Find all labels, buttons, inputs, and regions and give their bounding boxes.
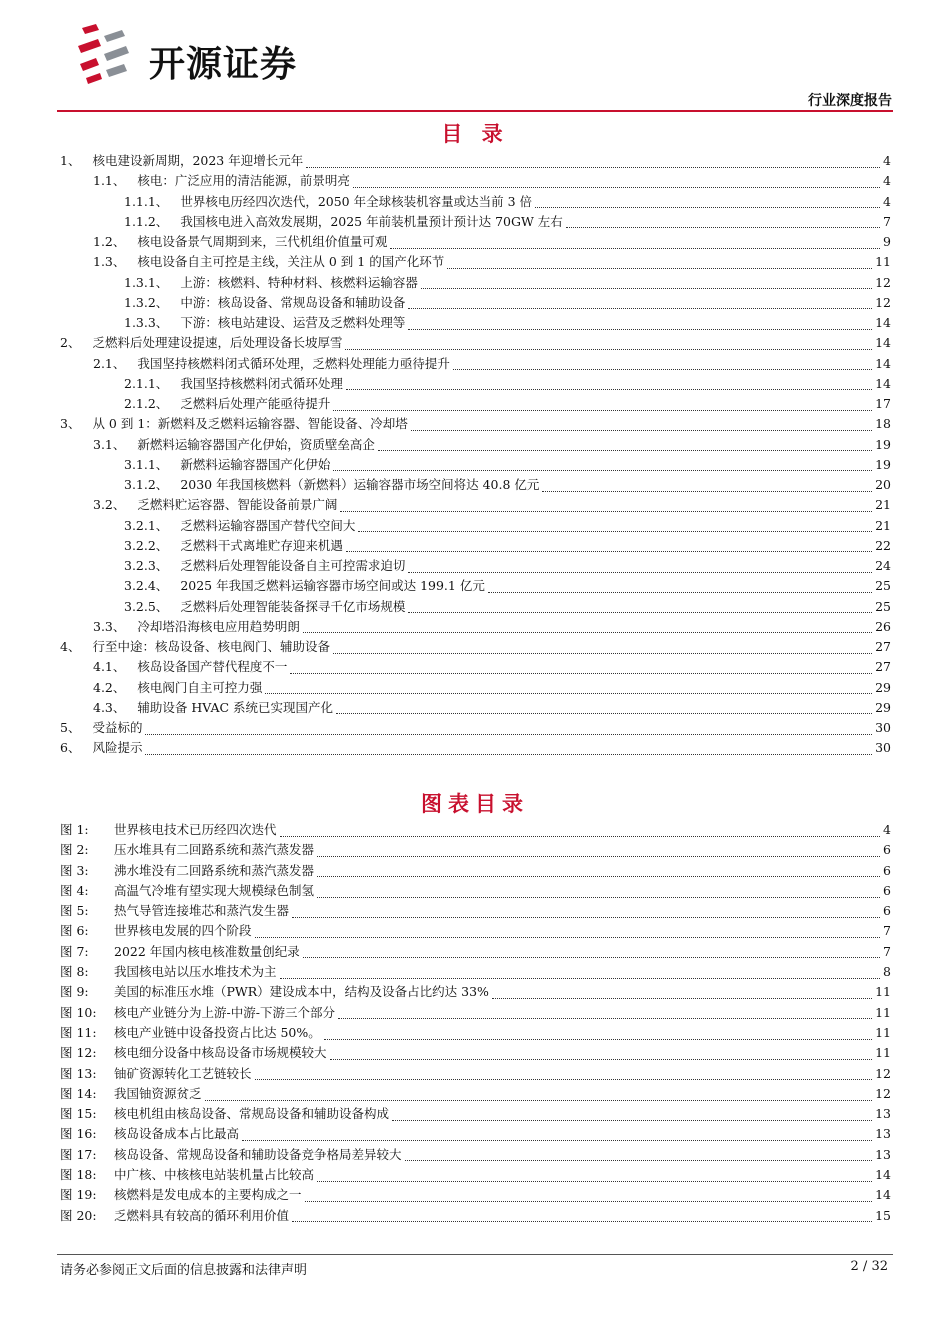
figure-entry[interactable] (60, 1043, 891, 1063)
toc-entry-number: 2、 (60, 335, 81, 351)
toc-entry-number: 6、 (60, 740, 81, 756)
dot-leader (317, 885, 880, 898)
toc-entry[interactable] (60, 394, 891, 414)
dot-leader (408, 600, 872, 613)
toc-entry[interactable] (60, 232, 891, 252)
dot-leader (333, 458, 872, 471)
figure-entry-page: 13 (875, 1106, 891, 1122)
toc-entry-page: 7 (883, 213, 891, 229)
brand-logo (76, 24, 376, 86)
toc-entry-number: 3.1.2、 (124, 477, 169, 492)
toc-entry-title: 核岛设备国产替代程度不一 (137, 659, 288, 675)
toc-entry-page: 14 (875, 335, 891, 351)
toc-entry-title: 从 0 到 1：新燃料及乏燃料运输容器、智能设备、冷却塔 (92, 416, 408, 432)
toc-entry-title: 我国核电进入高效发展期，2025 年前装机量预计预计达 70GW 左右 (180, 213, 563, 229)
dot-leader (255, 925, 881, 938)
figure-entry-title: 核电细分设备中核岛设备市场规模较大 (114, 1045, 327, 1061)
toc-entry-page: 24 (875, 558, 891, 573)
dot-leader (408, 317, 872, 330)
figure-entry-page: 7 (883, 943, 891, 959)
report-type-label: 行业深度报告 (808, 93, 892, 109)
toc-entry[interactable] (60, 637, 891, 657)
figure-entry-number: 图 8: (60, 964, 89, 980)
toc-entry-title: 风险提示 (92, 740, 143, 756)
figure-entry-title: 乏燃料具有较高的循环利用价值 (114, 1207, 290, 1223)
toc-entry[interactable] (60, 657, 891, 677)
figure-entry-number: 图 11: (60, 1024, 97, 1040)
toc-entry-number: 2.1.1、 (124, 375, 169, 391)
dot-leader (292, 1209, 872, 1222)
toc-entry[interactable] (60, 556, 891, 576)
toc-entry-page: 30 (875, 740, 891, 756)
toc-entry-page: 30 (875, 720, 891, 735)
figure-entry-title: 核电产业链中设备投资占比达 50%。 (114, 1024, 321, 1040)
dot-leader (145, 742, 872, 755)
dot-leader (392, 1108, 872, 1121)
brand-name: 开源证券 (149, 44, 298, 85)
figure-entry-title: 沸水堆没有二回路系统和蒸汽蒸发器 (114, 862, 315, 878)
toc-entry[interactable] (60, 252, 891, 272)
figure-entry-page: 4 (883, 822, 891, 837)
toc-entry[interactable] (60, 536, 891, 556)
toc-entry-number: 1.1、 (93, 173, 126, 189)
toc-entry-title: 核电：广泛应用的清洁能源，前景明亮 (137, 173, 350, 189)
figure-entry-number: 图 19: (60, 1187, 97, 1203)
dot-leader (346, 539, 872, 552)
toc-entry-title: 乏燃料后处理建设提速，后处理设备长坡厚雪 (92, 335, 343, 351)
toc-entry-page: 9 (883, 234, 891, 249)
toc-entry-number: 4.1、 (93, 659, 126, 675)
toc-entry-number: 1、 (60, 153, 81, 168)
toc-entry-title: 世界核电历经四次迭代，2050 年全球核装机容量或达当前 3 倍 (180, 193, 532, 209)
toc-entry[interactable] (60, 273, 891, 293)
toc-entry-page: 25 (875, 578, 891, 594)
dot-leader (338, 1006, 872, 1019)
figure-entry[interactable] (60, 1185, 891, 1205)
toc-entry-page: 19 (875, 456, 891, 472)
toc-entry-page: 26 (875, 618, 891, 634)
figure-entry-title: 热气导管连接堆芯和蒸汽发生器 (114, 903, 290, 919)
figure-entry-page: 6 (883, 842, 891, 858)
figure-entry-page: 11 (875, 984, 891, 1000)
dot-leader (317, 1169, 872, 1182)
toc-entry[interactable] (60, 455, 891, 475)
figure-entry[interactable] (60, 840, 891, 860)
toc-entry-number: 5、 (60, 720, 81, 735)
figure-entry-title: 核电机组由核岛设备、常规岛设备和辅助设备构成 (114, 1106, 390, 1122)
dot-leader (333, 398, 872, 411)
figure-entry-page: 12 (875, 1085, 891, 1101)
dot-leader (346, 377, 872, 390)
dot-leader (340, 499, 872, 512)
toc-entry-title: 辅助设备 HVAC 系统已实现国产化 (137, 699, 334, 715)
figure-entry-number: 图 3: (60, 862, 89, 878)
figure-entry-page: 6 (883, 882, 891, 898)
figure-entry-title: 压水堆具有二回路系统和蒸汽蒸发器 (114, 842, 315, 858)
page-indicator: 2 / 32 (850, 1259, 888, 1274)
dot-leader (280, 824, 881, 837)
figure-entry[interactable] (60, 942, 891, 962)
dot-leader (488, 580, 872, 593)
toc-entry[interactable] (60, 516, 891, 536)
figure-entry-page: 15 (875, 1207, 891, 1223)
figure-entry-title: 美国的标准压水堆（PWR）建设成本中，结构及设备占比约达 33% (114, 984, 489, 1000)
figure-entry-number: 图 20: (60, 1207, 97, 1223)
dot-leader (336, 701, 872, 714)
toc-entry-number: 1.1.2、 (124, 213, 169, 229)
toc-entry-number: 2.1.2、 (124, 396, 169, 411)
toc-entry[interactable] (60, 678, 891, 698)
dot-leader (317, 844, 880, 857)
dot-leader (255, 1067, 873, 1080)
toc-entry-page: 27 (875, 639, 891, 654)
toc-entry-page: 4 (883, 153, 891, 168)
dot-leader (390, 236, 880, 249)
toc-entry[interactable] (60, 617, 891, 637)
toc-entry-page: 17 (875, 396, 891, 411)
figure-entry[interactable] (60, 962, 891, 982)
dot-leader (290, 661, 872, 674)
toc-entry-page: 12 (875, 274, 891, 290)
toc-entry-page: 14 (875, 355, 891, 371)
dot-leader (205, 1088, 873, 1101)
figure-entry-number: 图 9: (60, 984, 89, 1000)
figure-entry-page: 8 (883, 964, 891, 980)
dot-leader (305, 1189, 873, 1202)
toc-entry-page: 25 (875, 598, 891, 614)
figure-entry[interactable] (60, 1145, 891, 1165)
toc-entry-title: 2025 年我国乏燃料运输容器市场空间或达 199.1 亿元 (180, 578, 485, 594)
figure-entry-number: 图 12: (60, 1045, 97, 1061)
figure-entry-title: 高温气冷堆有望实现大规模绿色制氢 (114, 882, 315, 898)
toc-entry-page: 21 (875, 517, 891, 533)
toc-entry[interactable] (60, 698, 891, 718)
figure-entry[interactable] (60, 921, 891, 941)
figure-entry-number: 图 18: (60, 1167, 97, 1183)
figure-entry[interactable] (60, 820, 891, 840)
dot-leader (280, 966, 881, 979)
dot-leader (345, 337, 872, 350)
toc-entry[interactable] (60, 495, 891, 515)
toc-entry-title: 新燃料运输容器国产化伊始，资质壁垒高企 (137, 436, 375, 452)
toc-entry[interactable] (60, 171, 891, 191)
figure-entry-number: 图 1: (60, 822, 89, 837)
figure-entry-title: 2022 年国内核电核准数量创纪录 (114, 943, 300, 959)
figure-entry-title: 核岛设备、常规岛设备和辅助设备竞争格局差异较大 (114, 1146, 402, 1162)
figure-entry-title: 中广核、中核核电站装机量占比较高 (114, 1167, 315, 1183)
toc-entry-number: 1.3.2、 (124, 294, 169, 310)
toc-entry-number: 2.1、 (93, 355, 126, 371)
toc-entry-number: 1.3.3、 (124, 315, 169, 330)
toc-entry-page: 12 (875, 294, 891, 310)
figure-entry-title: 核燃料是发电成本的主要构成之一 (114, 1187, 302, 1203)
figure-entry-title: 世界核电技术已历经四次迭代 (114, 822, 277, 837)
toc-entry[interactable] (60, 475, 891, 495)
toc-entry-page: 19 (875, 436, 891, 452)
toc-entry-title: 我国坚持核燃料闭式循环处理，乏燃料处理能力亟待提升 (137, 355, 450, 371)
dot-leader (265, 681, 872, 694)
figure-entry[interactable] (60, 1124, 891, 1144)
figure-entry-number: 图 4: (60, 882, 89, 898)
figure-entry[interactable] (60, 1104, 891, 1124)
toc-entry[interactable] (60, 192, 891, 212)
dot-leader (421, 276, 872, 289)
figure-entry[interactable] (60, 901, 891, 921)
toc-entry-number: 3.2.2、 (124, 537, 169, 553)
toc-entry-page: 21 (875, 497, 891, 513)
dot-leader (408, 560, 872, 573)
kaiyuan-logo-icon (76, 24, 142, 86)
toc-entry-title: 2030 年我国核燃料（新燃料）运输容器市场空间将达 40.8 亿元 (180, 477, 540, 492)
figure-entry[interactable] (60, 1023, 891, 1043)
figure-entry-number: 图 16: (60, 1126, 97, 1142)
toc-entry-number: 3.3、 (93, 618, 126, 634)
figure-entry-number: 图 14: (60, 1085, 97, 1101)
toc-entry[interactable] (60, 293, 891, 313)
dot-leader (447, 256, 872, 269)
dot-leader (492, 986, 872, 999)
toc-entry-title: 中游：核岛设备、常规岛设备和辅助设备 (180, 294, 406, 310)
toc-entry-page: 11 (875, 254, 891, 270)
dot-leader (358, 519, 872, 532)
figure-entry-page: 14 (875, 1167, 891, 1183)
toc-entry-page: 4 (883, 173, 891, 189)
figure-entry-number: 图 7: (60, 943, 89, 959)
figure-entry-title: 铀矿资源转化工艺链较长 (114, 1065, 252, 1081)
figure-entry-title: 核电产业链分为上游-中游-下游三个部分 (114, 1004, 335, 1020)
toc-entry[interactable] (60, 354, 891, 374)
figure-entry[interactable] (60, 1084, 891, 1104)
toc-entry[interactable] (60, 597, 891, 617)
figure-list (60, 820, 891, 1226)
figure-entry-page: 11 (875, 1045, 891, 1061)
toc-entry-number: 4、 (60, 639, 81, 654)
dot-leader (453, 357, 872, 370)
toc-entry-page: 20 (875, 477, 891, 492)
toc-entry-title: 核电设备自主可控是主线，关注从 0 到 1 的国产化环节 (137, 254, 445, 270)
toc-entry-page: 22 (875, 537, 891, 553)
footer-divider (57, 1254, 893, 1255)
figure-entry[interactable] (60, 1064, 891, 1084)
toc-entry-title: 下游：核电站建设、运营及乏燃料处理等 (180, 315, 406, 330)
dot-leader (242, 1128, 872, 1141)
toc-entry[interactable] (60, 718, 891, 738)
figure-entry-page: 14 (875, 1187, 891, 1203)
figure-list-title: 图表目录 (421, 791, 529, 816)
dot-leader (145, 722, 872, 735)
toc-entry-number: 3.2.4、 (124, 578, 169, 594)
figure-entry-title: 我国核电站以压水堆技术为主 (114, 964, 277, 980)
dot-leader (353, 175, 880, 188)
figure-entry[interactable] (60, 982, 891, 1002)
dot-leader (333, 641, 872, 654)
figure-entry-page: 6 (883, 903, 891, 919)
toc-entry-number: 4.3、 (93, 699, 126, 715)
dot-leader (306, 155, 880, 168)
toc-entry-number: 3.2.5、 (124, 598, 169, 614)
toc-entry[interactable] (60, 414, 891, 434)
toc-entry-title: 核电阀门自主可控力强 (137, 679, 263, 695)
dot-leader (330, 1047, 873, 1060)
toc-entry-title: 行至中途：核岛设备、核电阀门、辅助设备 (92, 639, 330, 654)
toc-entry-page: 29 (875, 679, 891, 695)
dot-leader (303, 620, 872, 633)
dot-leader (317, 864, 880, 877)
figure-entry-page: 13 (875, 1126, 891, 1142)
toc-entry-page: 14 (875, 315, 891, 330)
dot-leader (408, 296, 872, 309)
toc-title: 目 录 (441, 121, 509, 146)
toc-entry-title: 乏燃料后处理产能亟待提升 (180, 396, 331, 411)
figure-entry[interactable] (60, 1165, 891, 1185)
figure-entry-number: 图 5: (60, 903, 89, 919)
dot-leader (303, 945, 880, 958)
dot-leader (566, 215, 880, 228)
toc-entry-title: 乏燃料干式离堆贮存迎来机遇 (180, 537, 343, 553)
toc-entry-title: 我国坚持核燃料闭式循环处理 (180, 375, 343, 391)
toc-entry-number: 1.3.1、 (124, 274, 169, 290)
header-divider (57, 110, 893, 112)
figure-entry-page: 12 (875, 1065, 891, 1081)
dot-leader (411, 418, 872, 431)
figure-entry-number: 图 13: (60, 1065, 97, 1081)
toc-entry[interactable] (60, 313, 891, 333)
figure-entry-page: 6 (883, 862, 891, 878)
figure-entry-title: 世界核电发展的四个阶段 (114, 923, 252, 939)
figure-entry[interactable] (60, 1003, 891, 1023)
footer-disclaimer: 请务必参阅正文后面的信息披露和法律声明 (60, 1263, 308, 1278)
figure-entry[interactable] (60, 881, 891, 901)
toc-entry-title: 乏燃料运输容器国产替代空间大 (180, 517, 356, 533)
dot-leader (535, 195, 880, 208)
toc-entry[interactable] (60, 212, 891, 232)
figure-entry-number: 图 2: (60, 842, 89, 858)
figure-entry[interactable] (60, 1206, 891, 1226)
toc-entry-number: 1.1.1、 (124, 193, 169, 209)
figure-entry-number: 图 6: (60, 923, 89, 939)
toc-entry[interactable] (60, 151, 891, 171)
table-of-contents (60, 151, 891, 759)
figure-entry-page: 11 (875, 1004, 891, 1020)
toc-entry-title: 核电设备景气周期到来，三代机组价值量可观 (137, 234, 388, 249)
toc-entry-page: 14 (875, 375, 891, 391)
toc-entry-page: 29 (875, 699, 891, 715)
toc-entry[interactable] (60, 374, 891, 394)
dot-leader (378, 438, 872, 451)
toc-entry-number: 1.3、 (93, 254, 126, 270)
toc-entry-title: 受益标的 (92, 720, 143, 735)
toc-entry-number: 4.2、 (93, 679, 126, 695)
dot-leader (292, 905, 880, 918)
figure-entry[interactable] (60, 861, 891, 881)
toc-entry[interactable] (60, 333, 891, 353)
toc-entry[interactable] (60, 576, 891, 596)
toc-entry-page: 18 (875, 416, 891, 432)
toc-entry[interactable] (60, 738, 891, 758)
toc-entry-number: 3.2.1、 (124, 517, 169, 533)
toc-entry-number: 1.2、 (93, 234, 126, 249)
toc-entry-page: 4 (883, 193, 891, 209)
toc-entry-title: 上游：核燃料、特种材料、核燃料运输容器 (180, 274, 418, 290)
toc-entry-number: 3.1.1、 (124, 456, 169, 472)
figure-entry-number: 图 17: (60, 1146, 97, 1162)
toc-entry-title: 新燃料运输容器国产化伊始 (180, 456, 331, 472)
dot-leader (405, 1148, 873, 1161)
toc-entry-title: 乏燃料后处理智能设备自主可控需求迫切 (180, 558, 406, 573)
figure-entry-title: 核岛设备成本占比最高 (114, 1126, 240, 1142)
toc-entry[interactable] (60, 435, 891, 455)
figure-entry-page: 7 (883, 923, 891, 939)
toc-entry-page: 27 (875, 659, 891, 675)
toc-entry-title: 乏燃料后处理智能装备探寻千亿市场规模 (180, 598, 406, 614)
toc-entry-number: 3.1、 (93, 436, 126, 452)
figure-entry-page: 11 (875, 1024, 891, 1040)
figure-entry-page: 13 (875, 1146, 891, 1162)
toc-entry-title: 冷却塔沿海核电应用趋势明朗 (137, 618, 300, 634)
figure-entry-title: 我国铀资源贫乏 (114, 1085, 202, 1101)
figure-entry-number: 图 15: (60, 1106, 97, 1122)
toc-entry-title: 核电建设新周期，2023 年迎增长元年 (92, 153, 304, 168)
dot-leader (542, 479, 872, 492)
dot-leader (324, 1027, 872, 1040)
toc-entry-number: 3、 (60, 416, 81, 432)
toc-entry-title: 乏燃料贮运容器、智能设备前景广阔 (137, 497, 338, 513)
figure-entry-number: 图 10: (60, 1004, 97, 1020)
toc-entry-number: 3.2、 (93, 497, 126, 513)
toc-entry-number: 3.2.3、 (124, 558, 169, 573)
